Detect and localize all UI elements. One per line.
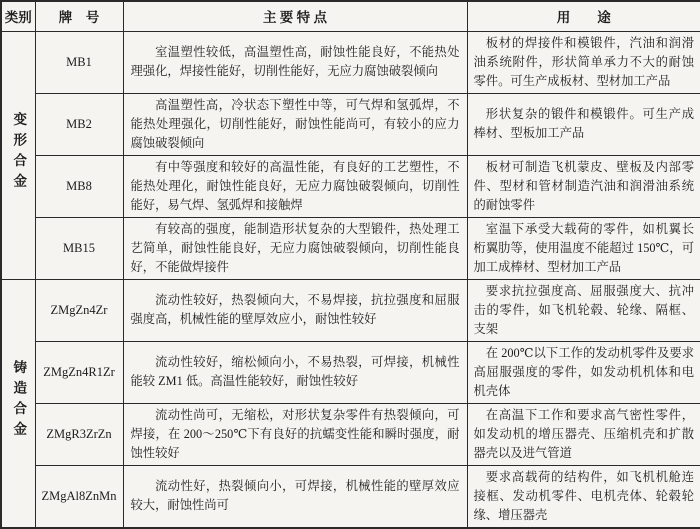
grade-cell: MB15: [35, 217, 123, 279]
usage-cell: 室温下承受大载荷的零件，如机翼长桁翼肋等，使用温度不能超过 150℃，可加工成棒材、型材加工产品: [467, 217, 700, 279]
features-cell: 高温塑性高，冷状态下塑性中等，可气焊和氢弧焊，不能热处理强化，切削性能好，耐蚀性能尚可，有较小的应力腐蚀破裂倾向: [123, 93, 467, 155]
usage-cell: 在 200℃以下工作的发动机零件及要求高屈服强度的零件，如发动机机体和电机壳体: [467, 341, 700, 403]
grade-cell: ZMgAl8ZnMn: [35, 465, 123, 528]
table-row: [1, 279, 700, 341]
grade-cell: MB8: [35, 155, 123, 217]
features-cell: 流动性较好，缩松倾向小，不易热裂，可焊接，机械性能较 ZM1 低。高温性能较好，耐蚀性较好: [123, 341, 467, 403]
grade-cell: ZMgR3ZrZn: [35, 403, 123, 465]
usage-cell: 形状复杂的锻件和模锻件。可生产成棒材、型板加工产品: [467, 93, 700, 155]
usage-cell: 板材的焊接件和模锻件，汽油和润滑油系统附件，形状简单承力不大的耐蚀零件。可生产成板材、型材加工产品: [467, 31, 700, 93]
features-cell: 有较高的强度，能制造形状复杂的大型锻件，热处理工艺简单，耐蚀性能良好，无应力腐蚀破裂倾向，切削性能良好，不能做焊接件: [123, 217, 467, 279]
grade-cell: ZMgZn4Zr: [35, 279, 123, 341]
usage-cell: 要求高载荷的结构件，如飞机机舱连接框、发动机零件、电机壳体、轮毂轮缘、增压器壳: [467, 465, 700, 528]
usage-cell: 要求抗拉强度高、屈服强度大、抗冲击的零件，如飞机轮毂、轮缘、隔框、支架: [467, 279, 700, 341]
grade-cell: MB1: [35, 31, 123, 93]
table-row: [1, 93, 700, 155]
category-cell-cast: [1, 279, 35, 528]
header-grade: 牌 号: [35, 1, 123, 31]
usage-cell: 板材可制造飞机蒙皮、壁板及内部零件、型材和管材制造汽油和润滑油系统的耐蚀零件: [467, 155, 700, 217]
header-features: 主 要 特 点: [123, 1, 467, 31]
features-cell: 流动性较好，热裂倾向大，不易焊接，抗拉强度和屈服强度高，机械性能的壁厚效应小，耐蚀性较好: [123, 279, 467, 341]
grade-cell: ZMgZn4R1Zr: [35, 341, 123, 403]
usage-cell: 在高温下工作和要求高气密性零件，如发动机的增压器壳、压缩机壳和扩散器壳以及进气管道: [467, 403, 700, 465]
table-row: [1, 465, 700, 528]
header-usage: 用 途: [467, 1, 700, 31]
table-row: [1, 217, 700, 279]
category-label: 变形合金: [11, 111, 27, 194]
grade-cell: MB2: [35, 93, 123, 155]
category-label: 铸造合金: [11, 359, 27, 442]
features-cell: 有中等强度和较好的高温性能，有良好的工艺塑性，不能热处理化，耐蚀性能良好，无应力腐蚀破裂倾向，切削性能好，易气焊、氢弧焊和接触焊: [123, 155, 467, 217]
features-cell: 流动性好，热裂倾向小，可焊接，机械性能的壁厚效应较大，耐蚀性尚可: [123, 465, 467, 528]
features-cell: 室温塑性较低，高温塑性高，耐蚀性能良好，不能热处理强化，焊接性能好，切削性能好，无应力腐蚀破裂倾向: [123, 31, 467, 93]
table-row: [1, 403, 700, 465]
features-cell: 流动性尚可，无缩松，对形状复杂零件有热裂倾向，可焊接，在 200～250℃下有良好的抗蠕变性能和瞬时强度，耐蚀性较好: [123, 403, 467, 465]
header-category: 类别: [1, 1, 35, 31]
table-row: [1, 341, 700, 403]
table-row: [1, 155, 700, 217]
table-row: [1, 31, 700, 93]
header-row: [1, 1, 700, 31]
category-cell-wrought: [1, 31, 35, 279]
